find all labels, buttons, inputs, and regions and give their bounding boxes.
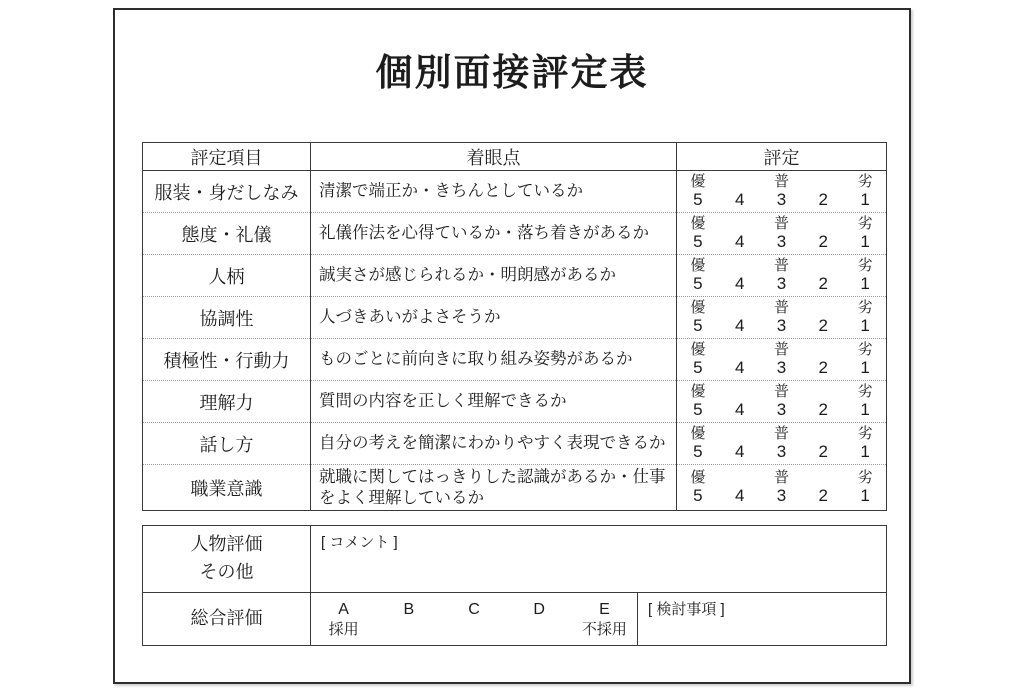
rating-scale-cell: [677, 213, 887, 255]
rating-scale: [677, 384, 886, 420]
rating-option-4[interactable]: [719, 216, 761, 252]
rating-number: 3: [776, 485, 787, 505]
rating-option-1[interactable]: [844, 384, 886, 420]
person-evaluation-label-line2: その他: [199, 562, 254, 582]
summary-table: [142, 525, 887, 646]
rating-option-5[interactable]: [677, 216, 719, 252]
header-focus-point: 着眼点: [311, 143, 677, 171]
rating-scale-cell: [677, 423, 887, 465]
focus-point-text: 就職に関してはっきりした認識があるか・仕事をよく理解しているか: [311, 465, 677, 511]
rating-number: 4: [734, 189, 745, 209]
rating-option-5[interactable]: [677, 470, 719, 506]
grade-letter: C: [468, 600, 480, 618]
rating-option-4[interactable]: [719, 470, 761, 506]
rating-number: 4: [734, 273, 745, 293]
rating-number: 3: [776, 315, 787, 335]
table-row-initiative: [143, 339, 887, 381]
table-row-speaking: [143, 423, 887, 465]
rating-option-4[interactable]: [719, 342, 761, 378]
rating-grade-label-average: 普: [773, 382, 789, 400]
rating-option-2[interactable]: [802, 384, 844, 420]
grade-option-d[interactable]: [507, 600, 572, 639]
rating-number: 1: [860, 441, 870, 461]
rating-number: 1: [860, 357, 870, 377]
evaluation-item-label: 協調性: [143, 297, 311, 339]
grade-option-a[interactable]: [311, 600, 376, 639]
rating-number: 3: [776, 273, 787, 293]
rating-grade-label-poor: 劣: [857, 468, 873, 486]
rating-option-1[interactable]: [844, 470, 886, 506]
page-title: 個別面接評定表: [375, 52, 649, 93]
rating-option-5[interactable]: [677, 300, 719, 336]
rating-number: 2: [818, 273, 829, 293]
table-row-cooperativeness: [143, 297, 887, 339]
rating-grade-label-poor: 劣: [857, 172, 873, 190]
focus-point-text: ものごとに前向きに取り組み姿勢があるか: [311, 339, 677, 381]
rating-option-3[interactable]: [761, 174, 803, 210]
rating-number: 3: [776, 189, 787, 209]
rating-scale: [677, 342, 886, 378]
rating-number: 5: [693, 357, 703, 377]
grade-letter: A: [338, 600, 349, 618]
rating-grade-label-poor: 劣: [857, 214, 873, 232]
rating-number: 3: [776, 399, 787, 419]
evaluation-item-label: 積極性・行動力: [143, 339, 311, 381]
rating-grade-label-poor: 劣: [857, 382, 873, 400]
focus-point-text: 質問の内容を正しく理解できるか: [311, 381, 677, 423]
rating-option-3[interactable]: [761, 300, 803, 336]
rating-option-2[interactable]: [802, 174, 844, 210]
rating-grade-label-average: 普: [773, 340, 789, 358]
rating-number: 1: [860, 231, 870, 251]
rating-grade-label-average: 普: [773, 298, 789, 316]
rating-option-1[interactable]: [844, 258, 886, 294]
rating-grade-label-excellent: 優: [690, 340, 706, 358]
rating-scale-cell: [677, 171, 887, 213]
rating-option-1[interactable]: [844, 300, 886, 336]
rating-number: 3: [776, 231, 787, 251]
rating-option-1[interactable]: [844, 426, 886, 462]
header-rating: 評定: [677, 143, 887, 171]
review-items-area[interactable]: [638, 593, 887, 646]
rating-option-3[interactable]: [761, 342, 803, 378]
rating-number: 1: [860, 189, 870, 209]
person-evaluation-label-line1: 人物評価: [190, 534, 263, 555]
focus-point-text: 礼儀作法を心得ているか・落ち着きがあるか: [311, 213, 677, 255]
rating-number: 3: [776, 441, 787, 461]
evaluation-table: [142, 142, 887, 511]
rating-number: 5: [693, 189, 703, 209]
rating-option-5[interactable]: [677, 384, 719, 420]
grade-option-e[interactable]: [572, 600, 637, 639]
rating-grade-label-poor: 劣: [857, 256, 873, 274]
evaluation-item-label: 理解力: [143, 381, 311, 423]
rating-scale-cell: [677, 381, 887, 423]
rating-option-5[interactable]: [677, 426, 719, 462]
rating-grade-label-poor: 劣: [857, 298, 873, 316]
table-row-appearance: [143, 171, 887, 213]
evaluation-item-label: 態度・礼儀: [143, 213, 311, 255]
rating-grade-label-excellent: 優: [690, 172, 706, 190]
rating-number: 2: [818, 441, 829, 461]
rating-option-3[interactable]: [761, 426, 803, 462]
table-row-personality: [143, 255, 887, 297]
rating-grade-label-excellent: 優: [690, 382, 706, 400]
rating-number: 4: [734, 231, 745, 251]
grade-letter: E: [599, 600, 610, 618]
rating-option-2[interactable]: [802, 426, 844, 462]
table-row-work-awareness: [143, 465, 887, 511]
rating-option-1[interactable]: [844, 174, 886, 210]
rating-scale: [677, 426, 886, 462]
rating-grade-label-average: 普: [773, 172, 789, 190]
rating-number: 4: [734, 441, 745, 461]
rating-number: 4: [734, 357, 745, 377]
focus-point-text: 人づきあいがよさそうか: [311, 297, 677, 339]
rating-grade-label-poor: 劣: [857, 424, 873, 442]
rating-number: 2: [818, 231, 829, 251]
grade-option-b[interactable]: [376, 600, 441, 639]
rating-number: 2: [818, 315, 829, 335]
rating-option-2[interactable]: [802, 216, 844, 252]
rating-number: 1: [860, 399, 870, 419]
evaluation-item-label: 話し方: [143, 423, 311, 465]
rating-grade-label-excellent: 優: [690, 214, 706, 232]
rating-option-1[interactable]: [844, 342, 886, 378]
rating-option-3[interactable]: [761, 216, 803, 252]
rating-number: 2: [818, 399, 829, 419]
grade-scale-cell: [311, 593, 638, 646]
rating-number: 5: [693, 231, 703, 251]
rating-grade-label-poor: 劣: [857, 340, 873, 358]
rating-number: 5: [693, 315, 703, 335]
rating-grade-label-average: 普: [773, 424, 789, 442]
rating-grade-label-excellent: 優: [690, 298, 706, 316]
grade-letter: B: [403, 600, 415, 618]
focus-point-text: 清潔で端正か・きちんとしているか: [311, 171, 677, 213]
person-evaluation-row: [143, 526, 887, 593]
rating-scale: [677, 258, 886, 294]
rating-scale-cell: [677, 465, 887, 511]
rating-number: 5: [693, 399, 703, 419]
evaluation-item-label: 職業意識: [143, 465, 311, 511]
rating-number: 2: [818, 485, 829, 505]
rating-option-1[interactable]: [844, 216, 886, 252]
focus-point-text: 自分の考えを簡潔にわかりやすく表現できるか: [311, 423, 677, 465]
rating-option-2[interactable]: [802, 342, 844, 378]
rating-grade-label-excellent: 優: [690, 424, 706, 442]
table-row-attitude: [143, 213, 887, 255]
rating-grade-label-excellent: 優: [690, 256, 706, 274]
rating-number: 2: [818, 357, 829, 377]
rating-grade-label-average: 普: [773, 468, 789, 486]
grade-option-c[interactable]: [441, 600, 506, 639]
rating-option-2[interactable]: [802, 258, 844, 294]
grade-caption-no-hire: 不採用: [581, 621, 627, 639]
rating-number: 1: [860, 273, 870, 293]
rating-number: 4: [734, 399, 745, 419]
table-header-row: [143, 143, 887, 171]
rating-number: 2: [818, 189, 829, 209]
rating-option-4[interactable]: [719, 258, 761, 294]
comment-label: [ コメント ]: [321, 534, 398, 551]
rating-number: 1: [860, 485, 870, 505]
rating-number: 4: [734, 315, 745, 335]
header-evaluation-item: 評定項目: [143, 143, 311, 171]
rating-number: 1: [860, 315, 870, 335]
review-items-label: [ 検討事項 ]: [648, 601, 725, 618]
rating-option-3[interactable]: [761, 470, 803, 506]
rating-scale-cell: [677, 297, 887, 339]
rating-option-5[interactable]: [677, 258, 719, 294]
rating-option-4[interactable]: [719, 384, 761, 420]
rating-option-2[interactable]: [802, 300, 844, 336]
rating-option-3[interactable]: [761, 384, 803, 420]
overall-evaluation-label: 総合評価: [143, 593, 311, 646]
evaluation-item-label: 服装・身だしなみ: [143, 171, 311, 213]
rating-option-5[interactable]: [677, 342, 719, 378]
grade-letter: D: [533, 600, 545, 618]
rating-scale: [677, 174, 886, 210]
rating-scale: [677, 470, 886, 506]
rating-number: 3: [776, 357, 787, 377]
rating-option-4[interactable]: [719, 174, 761, 210]
rating-grade-label-average: 普: [773, 256, 789, 274]
rating-option-4[interactable]: [719, 426, 761, 462]
person-evaluation-label: [143, 526, 311, 593]
rating-scale-cell: [677, 255, 887, 297]
rating-grade-label-excellent: 優: [690, 468, 706, 486]
focus-point-text: 誠実さが感じられるか・明朗感があるか: [311, 255, 677, 297]
rating-scale-cell: [677, 339, 887, 381]
rating-grade-label-average: 普: [773, 214, 789, 232]
rating-option-2[interactable]: [802, 470, 844, 506]
rating-number: 4: [734, 485, 745, 505]
rating-scale: [677, 216, 886, 252]
rating-option-5[interactable]: [677, 174, 719, 210]
evaluation-sheet: [113, 8, 911, 684]
overall-evaluation-row: [143, 593, 887, 646]
evaluation-item-label: 人柄: [143, 255, 311, 297]
grade-scale: [311, 600, 637, 639]
comment-area[interactable]: [311, 526, 887, 593]
rating-option-3[interactable]: [761, 258, 803, 294]
rating-number: 5: [693, 441, 703, 461]
rating-number: 5: [693, 273, 703, 293]
grade-caption-hire: 採用: [328, 621, 359, 639]
rating-number: 5: [693, 485, 703, 505]
table-row-comprehension: [143, 381, 887, 423]
rating-option-4[interactable]: [719, 300, 761, 336]
rating-scale: [677, 300, 886, 336]
